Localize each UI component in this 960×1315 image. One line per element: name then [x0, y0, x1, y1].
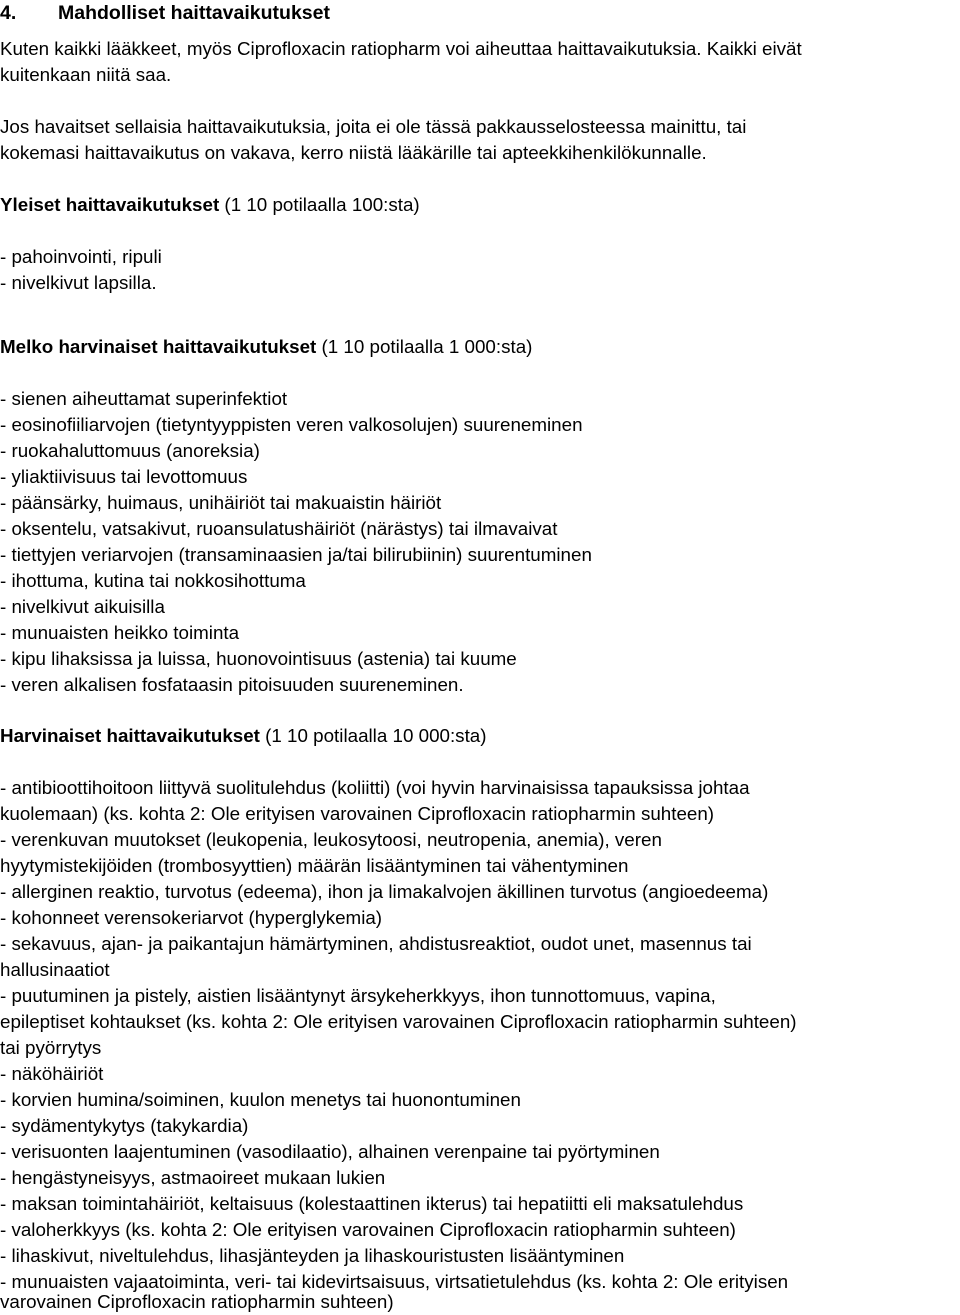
common-heading [0, 192, 420, 218]
list-item: hyytymistekijöiden (trombosyyttien) määrän lisääntyminen tai vähentyminen [0, 855, 629, 876]
list-item: - hengästyneisyys, astmaoireet mukaan lukien [0, 1167, 386, 1188]
section-title: Mahdolliset haittavaikutukset [58, 2, 330, 24]
common-heading-title: Yleiset haittavaikutukset [0, 194, 220, 215]
list-item: - antibioottihoitoon liittyvä suolitulehdus (koliitti) (voi hyvin harvinaisissa tapauksissa johtaa [0, 777, 750, 798]
list-item: - eosinofiiliarvojen (tietyntyyppisten veren valkosolujen) suureneminen [0, 414, 583, 435]
list-item: - lihaskivut, niveltulehdus, lihasjänteyden ja lihaskouristusten lisääntyminen [0, 1245, 625, 1266]
section-number: 4. [0, 2, 17, 24]
list-item: tai pyörrytys [0, 1037, 102, 1058]
rare-heading [0, 723, 487, 749]
list-item: - verisuonten laajentuminen (vasodilaatio), alhainen verenpaine tai pyörtyminen [0, 1141, 660, 1162]
list-item: - pahoinvointi, ripuli [0, 246, 162, 267]
list-item: - sienen aiheuttamat superinfektiot [0, 388, 288, 409]
list-item: - veren alkalisen fosfataasin pitoisuuden suureneminen. [0, 674, 464, 695]
list-item: - ruokahaluttomuus (anoreksia) [0, 440, 260, 461]
uncommon-heading-frequency: (1 10 potilaalla 1 000:sta) [316, 336, 533, 357]
list-item: - allerginen reaktio, turvotus (edeema), ihon ja limakalvojen äkillinen turvotus (angioedeema) [0, 881, 769, 902]
list-item: hallusinaatiot [0, 959, 110, 980]
list-item: - verenkuvan muutokset (leukopenia, leukosytoosi, neutropenia, anemia), veren [0, 829, 662, 850]
list-item: - päänsärky, huimaus, unihäiriöt tai makuaistin häiriöt [0, 492, 442, 513]
list-item: varovainen Ciprofloxacin ratiopharmin suhteen) [0, 1291, 394, 1312]
list-item: - munuaisten heikko toiminta [0, 622, 240, 643]
list-item: - munuaisten vajaatoiminta, veri- tai kidevirtsaisuus, virtsatietulehdus (ks. kohta 2: Ole erityisen [0, 1271, 789, 1292]
list-item: - oksentelu, vatsakivut, ruoansulatushäiriöt (närästys) tai ilmavaivat [0, 518, 558, 539]
list-item: - yliaktiivisuus tai levottomuus [0, 466, 248, 487]
section-heading [0, 0, 330, 26]
list-item: kuolemaan) (ks. kohta 2: Ole erityisen varovainen Ciprofloxacin ratiopharmin suhteen) [0, 803, 715, 824]
list-item: - näköhäiriöt [0, 1063, 104, 1084]
intro-line: kokemasi haittavaikutus on vakava, kerro niistä lääkärille tai apteekkihenkilökunnalle. [0, 142, 707, 163]
intro-line: Kuten kaikki lääkkeet, myös Ciprofloxacin ratiopharm voi aiheuttaa haittavaikutuksia. Kaikki eivät [0, 38, 802, 59]
intro-line: Jos havaitset sellaisia haittavaikutuksia, joita ei ole tässä pakkausselosteessa mainittu, tai [0, 116, 747, 137]
uncommon-heading [0, 334, 532, 360]
list-item: - maksan toimintahäiriöt, keltaisuus (kolestaattinen ikterus) tai hepatiitti eli maksatulehdus [0, 1193, 744, 1214]
list-item: - kipu lihaksissa ja luissa, huonovointisuus (astenia) tai kuume [0, 648, 517, 669]
list-item: - nivelkivut lapsilla. [0, 272, 157, 293]
list-item: - sekavuus, ajan- ja paikantajun hämärtyminen, ahdistusreaktiot, oudot unet, masennus tai [0, 933, 752, 954]
uncommon-heading-title: Melko harvinaiset haittavaikutukset [0, 336, 317, 357]
list-item: - korvien humina/soiminen, kuulon menetys tai huonontuminen [0, 1089, 521, 1110]
list-item: - puutuminen ja pistely, aistien lisääntynyt ärsykeherkkyys, ihon tunnottomuus, vapina, [0, 985, 716, 1006]
intro-line: kuitenkaan niitä saa. [0, 64, 172, 85]
common-heading-frequency: (1 10 potilaalla 100:sta) [219, 194, 420, 215]
list-item: - kohonneet verensokeriarvot (hyperglykemia) [0, 907, 383, 928]
rare-heading-frequency: (1 10 potilaalla 10 000:sta) [259, 725, 487, 746]
list-item: - ihottuma, kutina tai nokkosihottuma [0, 570, 306, 591]
list-item: - valoherkkyys (ks. kohta 2: Ole erityisen varovainen Ciprofloxacin ratiopharmin suhteen) [0, 1219, 736, 1240]
list-item: epileptiset kohtaukset (ks. kohta 2: Ole erityisen varovainen Ciprofloxacin ratiopharmin suhteen) [0, 1011, 797, 1032]
list-item: - sydämentykytys (takykardia) [0, 1115, 249, 1136]
list-item: - tiettyjen veriarvojen (transaminaasien ja/tai bilirubiinin) suurentuminen [0, 544, 592, 565]
list-item: - nivelkivut aikuisilla [0, 596, 165, 617]
rare-heading-title: Harvinaiset haittavaikutukset [0, 725, 260, 746]
